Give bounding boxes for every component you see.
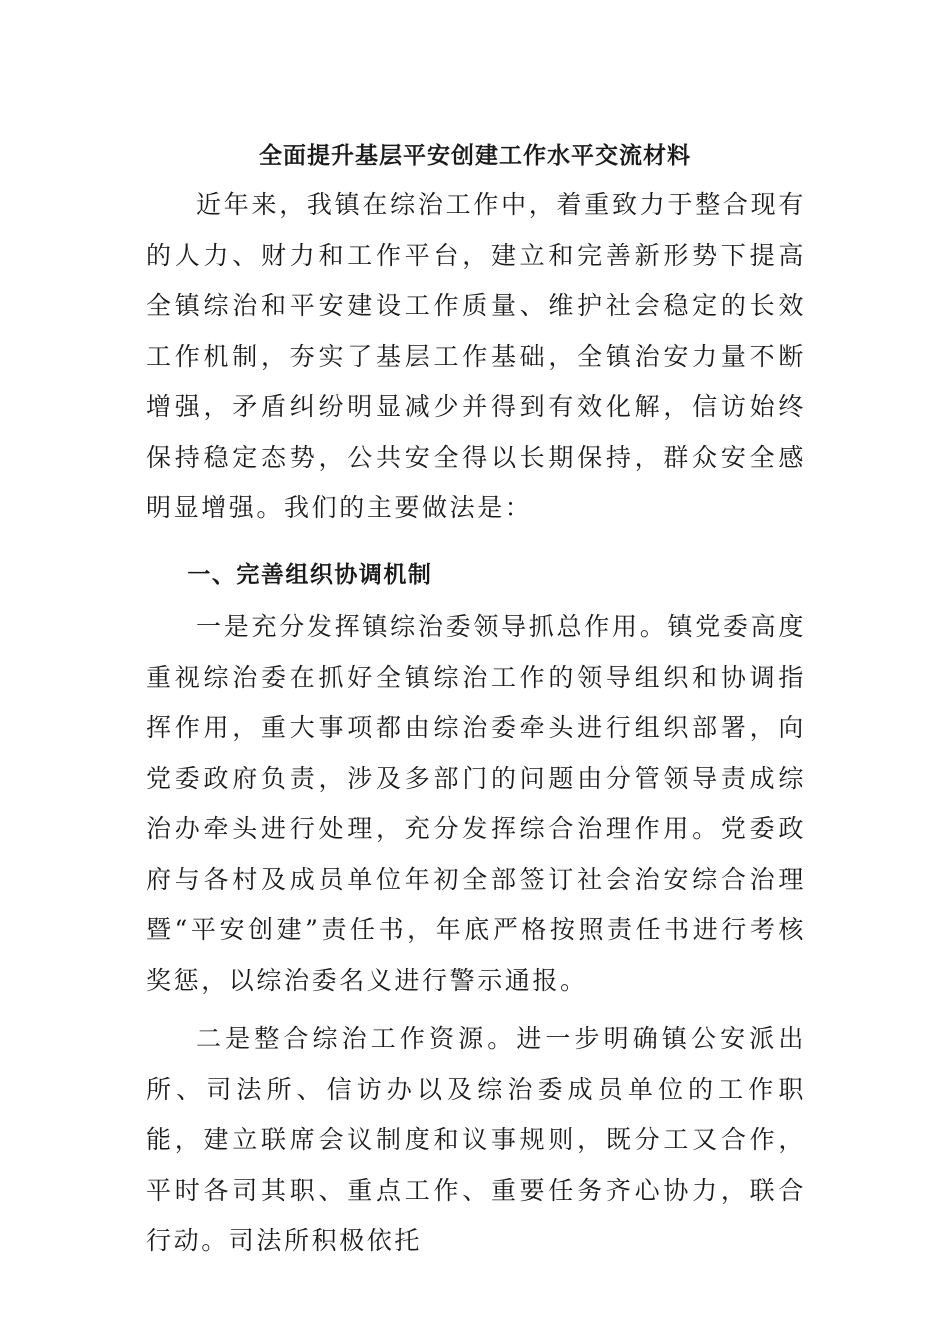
section-paragraph-2: 二是整合综治工作资源。进一步明确镇公安派出所、司法所、信访办以及综治委成员单位的工作职能，建立联席会议制度和议事规则，既分工又合作，平时各司其职、重点工作、重要任务齐心协力，联合行动。司法所积极依托 — [146, 1024, 806, 1255]
document-body — [146, 180, 806, 1267]
intro-paragraph: 近年来，我镇在综治工作中，着重致力于整合现有的人力、财力和工作平台，建立和完善新形势下提高全镇综治和平安建设工作质量、维护社会稳定的长效工作机制，夯实了基层工作基础，全镇治安力量不断增强，矛盾纠纷明显减少并得到有效化解，信访始终保持稳定态势，公共安全得以长期保持，群众安全感明显增强。我们的主要做法是： — [146, 190, 806, 522]
section-paragraph-1: 一是充分发挥镇综治委领导抓总作用。镇党委高度重视综治委在抓好全镇综治工作的领导组织和协调指挥作用，重大事项都由综治委牵头进行组织部署，向党委政府负责，涉及多部门的问题由分管领导责成综治办牵头进行处理，充分发挥综合治理作用。党委政府与各村及成员单位年初全部签订社会治安综合治理暨“平安创建”责任书，年底严格按照责任书进行考核奖惩，以综治委名义进行警示通报。 — [146, 612, 806, 995]
section-heading: 一、完善组织协调机制 — [187, 561, 433, 588]
document-title: 全面提升基层平安创建工作水平交流材料 — [259, 143, 691, 169]
paragraph-gap — [146, 534, 806, 542]
paragraph-gap — [146, 1006, 806, 1014]
